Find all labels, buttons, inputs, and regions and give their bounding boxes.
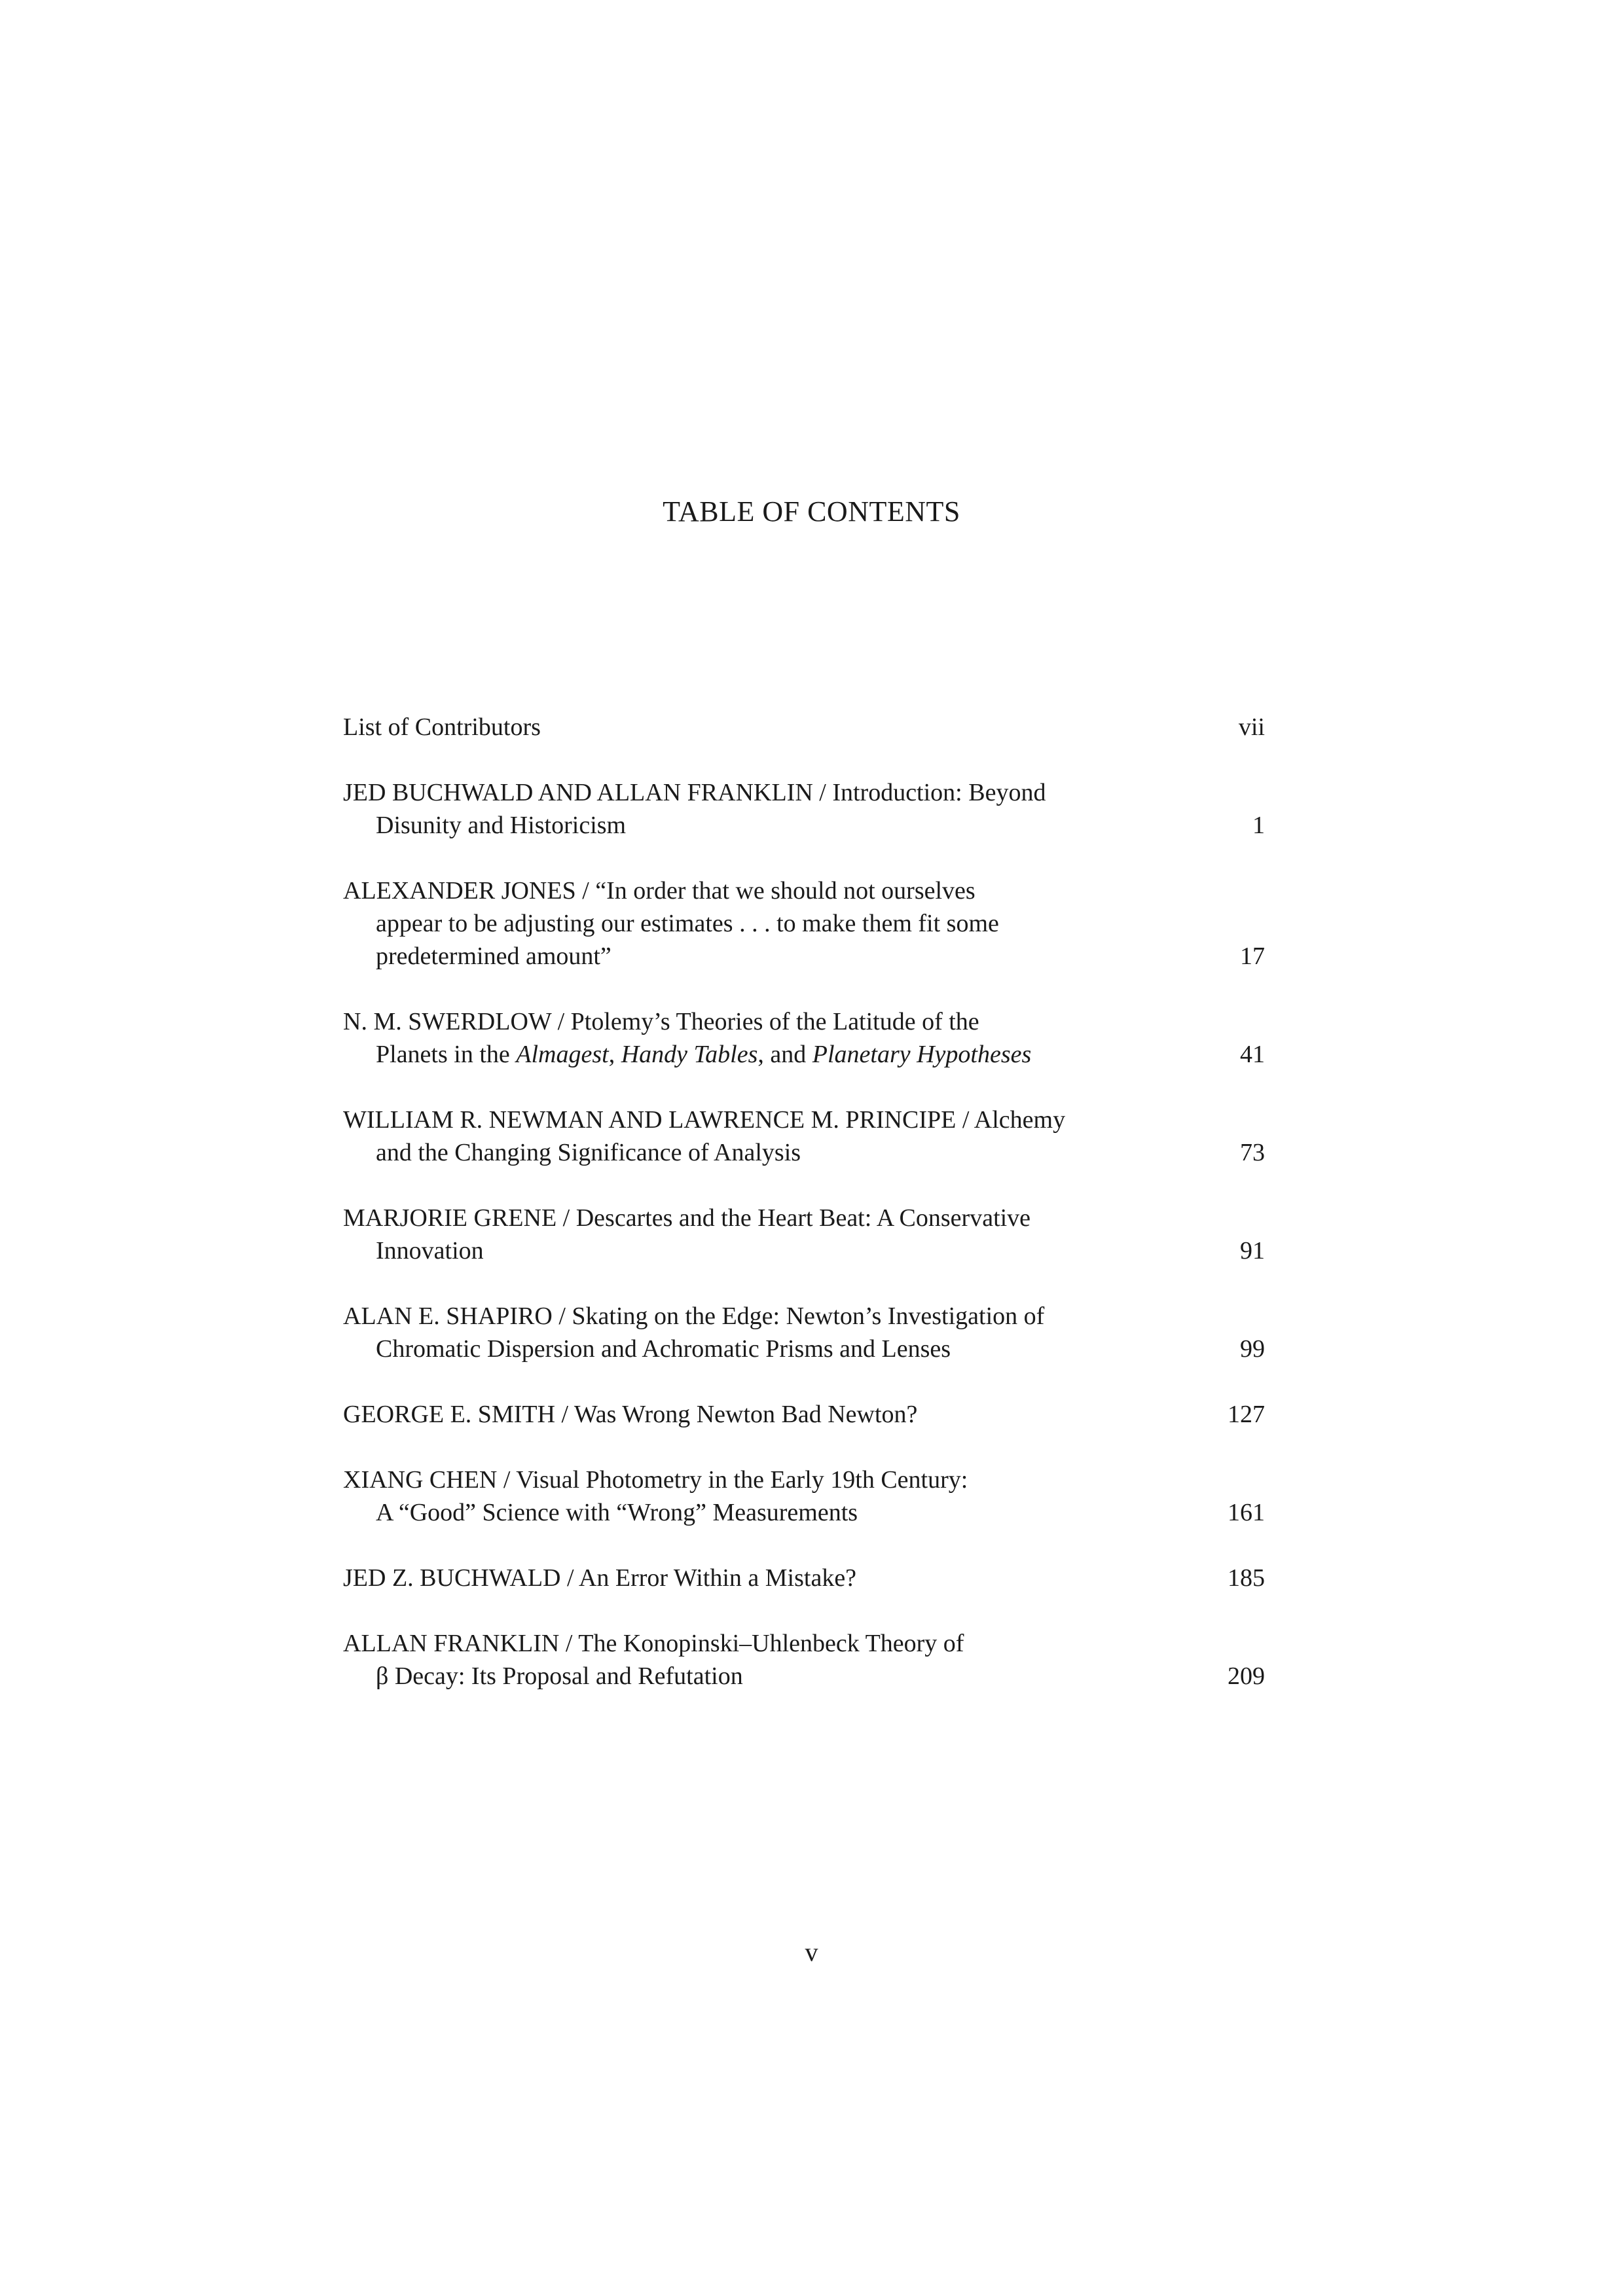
toc-entry xyxy=(343,776,1265,842)
toc-entry-page-number: 17 xyxy=(1240,942,1265,970)
toc-entry-page-number: 91 xyxy=(1240,1237,1265,1265)
toc-entry-title: N. M. SWERDLOW / Ptolemy’s Theories of the Latitude of the xyxy=(343,1008,979,1035)
toc-entry-page-number: 99 xyxy=(1240,1335,1265,1363)
toc-entry-title: JED Z. BUCHWALD / An Error Within a Mistake? xyxy=(343,1564,857,1592)
toc-entry-page-number: 185 xyxy=(1228,1564,1265,1592)
toc-entry xyxy=(343,1005,1265,1071)
toc-entry xyxy=(343,1300,1265,1365)
toc-list xyxy=(343,711,1265,1725)
toc-entry xyxy=(343,1398,1265,1431)
toc-entry-page-number: vii xyxy=(1238,713,1265,741)
toc-entry-title-continuation: predetermined amount” xyxy=(376,942,611,970)
toc-entry-title: GEORGE E. SMITH / Was Wrong Newton Bad Newton? xyxy=(343,1401,918,1428)
page-number: v xyxy=(805,1937,818,1967)
toc-entry-title: List of Contributors xyxy=(343,713,541,741)
toc-entry xyxy=(343,874,1265,973)
toc-entry xyxy=(343,1562,1265,1594)
toc-entry-title-continuation: Planets in the Almagest, Handy Tables, and Planetary Hypotheses xyxy=(376,1041,1032,1068)
toc-entry-page-number: 1 xyxy=(1252,812,1265,839)
toc-entry-title-continuation: A “Good” Science with “Wrong” Measurements xyxy=(376,1499,858,1526)
toc-entry-page-number: 127 xyxy=(1228,1401,1265,1428)
toc-entry xyxy=(343,1627,1265,1693)
toc-entry xyxy=(343,711,1265,744)
page-title: TABLE OF CONTENTS xyxy=(663,495,960,528)
toc-entry-title: ALLAN FRANKLIN / The Konopinski–Uhlenbeck Theory of xyxy=(343,1630,964,1657)
toc-entry-title-continuation: Innovation xyxy=(376,1237,484,1265)
toc-entry-title-continuation: and the Changing Significance of Analysis xyxy=(376,1139,801,1166)
toc-entry-title-continuation: β Decay: Its Proposal and Refutation xyxy=(376,1662,743,1690)
toc-entry-title: JED BUCHWALD AND ALLAN FRANKLIN / Introduction: Beyond xyxy=(343,779,1046,806)
toc-entry-title: MARJORIE GRENE / Descartes and the Heart Beat: A Conservative xyxy=(343,1204,1031,1232)
toc-entry-title-continuation: Disunity and Historicism xyxy=(376,812,627,839)
toc-entry-page-number: 161 xyxy=(1228,1499,1265,1526)
toc-entry-title: ALAN E. SHAPIRO / Skating on the Edge: Newton’s Investigation of xyxy=(343,1302,1045,1330)
toc-entry-title: ALEXANDER JONES / “In order that we should not ourselves xyxy=(343,877,976,905)
toc-entry xyxy=(343,1202,1265,1267)
toc-entry-title: WILLIAM R. NEWMAN AND LAWRENCE M. PRINCIPE / Alchemy xyxy=(343,1106,1066,1134)
toc-entry-page-number: 41 xyxy=(1240,1041,1265,1068)
toc-entry xyxy=(343,1463,1265,1529)
toc-entry-title-continuation: appear to be adjusting our estimates . . . to make them fit some xyxy=(376,910,999,937)
toc-entry-title-continuation: Chromatic Dispersion and Achromatic Prisms and Lenses xyxy=(376,1335,951,1363)
toc-entry-page-number: 209 xyxy=(1228,1662,1265,1690)
toc-entry-page-number: 73 xyxy=(1240,1139,1265,1166)
toc-entry-title: XIANG CHEN / Visual Photometry in the Early 19th Century: xyxy=(343,1466,968,1494)
toc-entry xyxy=(343,1103,1265,1169)
